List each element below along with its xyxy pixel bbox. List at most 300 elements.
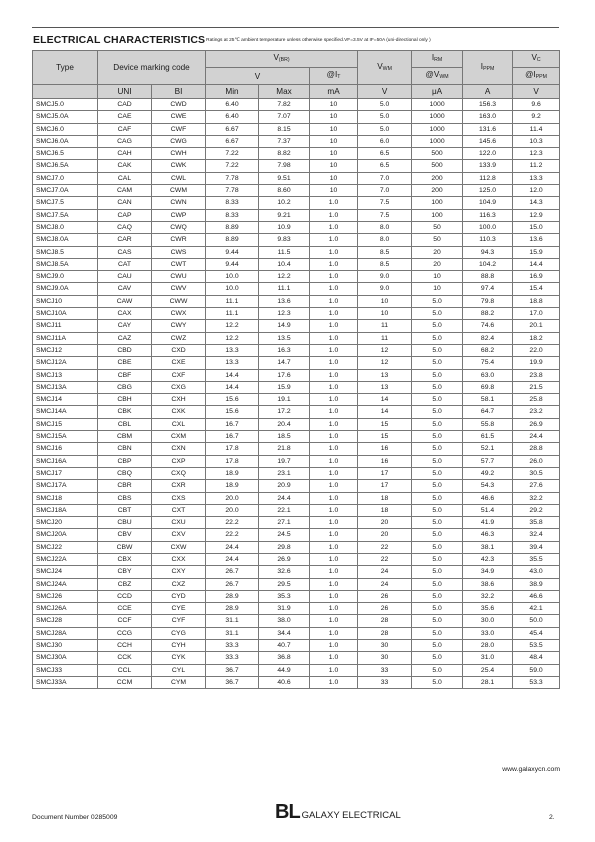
cell-bi: CXY (152, 566, 206, 578)
table-row (33, 492, 560, 504)
cell-type: SMCJ6.5A (33, 160, 98, 172)
table-row (33, 185, 560, 197)
table-row (33, 652, 560, 664)
cell-vbr-max: 29.8 (259, 541, 310, 553)
cell-it: 1.0 (310, 553, 358, 565)
cell-it: 1.0 (310, 308, 358, 320)
cell-it: 1.0 (310, 418, 358, 430)
cell-irm: 5.0 (412, 308, 463, 320)
cell-vbr-min: 9.44 (206, 258, 259, 270)
cell-vwm: 6.5 (358, 148, 412, 160)
cell-vbr-max: 15.9 (259, 381, 310, 393)
cell-vbr-max: 21.8 (259, 443, 310, 455)
cell-bi: CXX (152, 553, 206, 565)
cell-irm: 5.0 (412, 295, 463, 307)
header-min: Min (206, 85, 259, 99)
cell-vc: 38.9 (513, 578, 560, 590)
cell-bi: CWH (152, 148, 206, 160)
cell-bi: CXG (152, 381, 206, 393)
cell-type: SMCJ17 (33, 467, 98, 479)
cell-type: SMCJ5.0 (33, 99, 98, 111)
cell-vwm: 8.5 (358, 246, 412, 258)
cell-irm: 1000 (412, 99, 463, 111)
cell-vwm: 22 (358, 541, 412, 553)
cell-vbr-max: 17.6 (259, 369, 310, 381)
cell-vbr-min: 6.67 (206, 135, 259, 147)
header-irm: $I_{RM}$ (412, 51, 463, 68)
cell-vbr-min: 33.3 (206, 640, 259, 652)
cell-it: 10 (310, 185, 358, 197)
cell-ippm: 52.1 (463, 443, 513, 455)
cell-vbr-min: 12.2 (206, 320, 259, 332)
cell-vwm: 8.5 (358, 258, 412, 270)
cell-vbr-min: 33.3 (206, 652, 259, 664)
cell-vc: 11.4 (513, 123, 560, 135)
cell-vc: 10.3 (513, 135, 560, 147)
cell-uni: CAX (98, 308, 152, 320)
cell-irm: 200 (412, 185, 463, 197)
cell-vbr-max: 8.82 (259, 148, 310, 160)
cell-it: 10 (310, 123, 358, 135)
cell-vbr-max: 40.6 (259, 676, 310, 688)
cell-vc: 28.8 (513, 443, 560, 455)
cell-uni: CAU (98, 271, 152, 283)
cell-uni: CAE (98, 111, 152, 123)
cell-type: SMCJ8.5 (33, 246, 98, 258)
cell-ippm: 25.4 (463, 664, 513, 676)
cell-ippm: 122.0 (463, 148, 513, 160)
cell-uni: CBH (98, 394, 152, 406)
cell-it: 1.0 (310, 271, 358, 283)
cell-bi: CXW (152, 541, 206, 553)
cell-it: 1.0 (310, 640, 358, 652)
cell-ippm: 75.4 (463, 357, 513, 369)
cell-vbr-min: 16.7 (206, 418, 259, 430)
cell-vbr-min: 15.6 (206, 406, 259, 418)
cell-bi: CXP (152, 455, 206, 467)
cell-vc: 53.3 (513, 676, 560, 688)
cell-bi: CYL (152, 664, 206, 676)
header-max: Max (259, 85, 310, 99)
cell-ippm: 100.0 (463, 221, 513, 233)
cell-vc: 23.2 (513, 406, 560, 418)
table-row (33, 590, 560, 602)
cell-vbr-min: 8.33 (206, 209, 259, 221)
cell-vwm: 16 (358, 455, 412, 467)
cell-vbr-min: 8.33 (206, 197, 259, 209)
cell-it: 1.0 (310, 406, 358, 418)
cell-irm: 100 (412, 209, 463, 221)
header-ippm: $I_{PPM}$ (463, 51, 513, 85)
cell-irm: 5.0 (412, 615, 463, 627)
table-row (33, 271, 560, 283)
brand-bl: BL (275, 801, 300, 823)
cell-vbr-min: 16.7 (206, 431, 259, 443)
cell-vbr-min: 7.78 (206, 172, 259, 184)
cell-type: SMCJ22A (33, 553, 98, 565)
cell-vbr-max: 38.0 (259, 615, 310, 627)
cell-vc: 43.0 (513, 566, 560, 578)
header-type: Type (33, 51, 98, 85)
table-row (33, 344, 560, 356)
cell-vbr-min: 20.0 (206, 504, 259, 516)
cell-type: SMCJ15 (33, 418, 98, 430)
cell-irm: 1000 (412, 123, 463, 135)
cell-uni: CAN (98, 197, 152, 209)
cell-vc: 15.9 (513, 246, 560, 258)
cell-type: SMCJ6.0 (33, 123, 98, 135)
cell-vbr-min: 28.9 (206, 590, 259, 602)
cell-vc: 26.9 (513, 418, 560, 430)
cell-uni: CCF (98, 615, 152, 627)
cell-irm: 5.0 (412, 517, 463, 529)
cell-it: 1.0 (310, 664, 358, 676)
cell-vwm: 16 (358, 443, 412, 455)
table-row (33, 603, 560, 615)
cell-vc: 53.5 (513, 640, 560, 652)
cell-it: 1.0 (310, 394, 358, 406)
header-vbr-unit: V (206, 68, 310, 85)
cell-vc: 42.1 (513, 603, 560, 615)
cell-vbr-min: 24.4 (206, 553, 259, 565)
cell-bi: CWY (152, 320, 206, 332)
cell-vbr-min: 26.7 (206, 578, 259, 590)
cell-vbr-min: 28.9 (206, 603, 259, 615)
cell-vbr-min: 31.1 (206, 627, 259, 639)
cell-vbr-max: 9.51 (259, 172, 310, 184)
cell-vwm: 7.0 (358, 185, 412, 197)
cell-ippm: 46.6 (463, 492, 513, 504)
cell-it: 10 (310, 111, 358, 123)
cell-ippm: 74.6 (463, 320, 513, 332)
cell-vc: 13.6 (513, 234, 560, 246)
cell-vwm: 14 (358, 406, 412, 418)
cell-bi: CYG (152, 627, 206, 639)
cell-it: 10 (310, 99, 358, 111)
cell-irm: 5.0 (412, 541, 463, 553)
cell-uni: CBV (98, 529, 152, 541)
cell-type: SMCJ13 (33, 369, 98, 381)
cell-uni: CBP (98, 455, 152, 467)
cell-vbr-max: 20.4 (259, 418, 310, 430)
cell-type: SMCJ8.0A (33, 234, 98, 246)
cell-bi: CXT (152, 504, 206, 516)
cell-type: SMCJ28 (33, 615, 98, 627)
header-vc: $V_C$ (513, 51, 560, 68)
cell-bi: CXE (152, 357, 206, 369)
cell-vbr-min: 7.22 (206, 148, 259, 160)
cell-ippm: 38.6 (463, 578, 513, 590)
table-row (33, 676, 560, 688)
cell-type: SMCJ6.0A (33, 135, 98, 147)
cell-vbr-min: 36.7 (206, 676, 259, 688)
cell-ippm: 38.1 (463, 541, 513, 553)
cell-uni: CAT (98, 258, 152, 270)
cell-it: 1.0 (310, 431, 358, 443)
table-row (33, 627, 560, 639)
table-row (33, 295, 560, 307)
cell-vc: 14.3 (513, 197, 560, 209)
cell-vwm: 26 (358, 603, 412, 615)
cell-ippm: 55.8 (463, 418, 513, 430)
cell-uni: CAK (98, 160, 152, 172)
cell-irm: 5.0 (412, 455, 463, 467)
cell-vbr-max: 9.21 (259, 209, 310, 221)
cell-it: 1.0 (310, 357, 358, 369)
cell-irm: 500 (412, 160, 463, 172)
cell-vwm: 30 (358, 652, 412, 664)
cell-irm: 5.0 (412, 344, 463, 356)
table-row (33, 160, 560, 172)
cell-it: 1.0 (310, 529, 358, 541)
cell-vbr-max: 12.2 (259, 271, 310, 283)
cell-uni: CCK (98, 652, 152, 664)
cell-uni: CAL (98, 172, 152, 184)
cell-ippm: 30.0 (463, 615, 513, 627)
cell-bi: CWV (152, 283, 206, 295)
cell-it: 1.0 (310, 197, 358, 209)
cell-uni: CAW (98, 295, 152, 307)
table-row (33, 394, 560, 406)
cell-vbr-min: 36.7 (206, 664, 259, 676)
header-vwm: $V_{WM}$ (358, 51, 412, 85)
cell-type: SMCJ8.0 (33, 221, 98, 233)
table-row (33, 246, 560, 258)
cell-type: SMCJ16A (33, 455, 98, 467)
cell-bi: CYK (152, 652, 206, 664)
cell-irm: 10 (412, 271, 463, 283)
cell-vwm: 22 (358, 553, 412, 565)
cell-ippm: 42.3 (463, 553, 513, 565)
cell-uni: CAH (98, 148, 152, 160)
cell-vbr-min: 17.8 (206, 443, 259, 455)
cell-uni: CAY (98, 320, 152, 332)
document-number: Document Number 0285009 (32, 814, 118, 821)
cell-type: SMCJ8.5A (33, 258, 98, 270)
cell-type: SMCJ30A (33, 652, 98, 664)
cell-vwm: 8.0 (358, 221, 412, 233)
cell-irm: 5.0 (412, 566, 463, 578)
cell-irm: 5.0 (412, 467, 463, 479)
cell-vwm: 7.0 (358, 172, 412, 184)
cell-type: SMCJ7.5A (33, 209, 98, 221)
cell-irm: 10 (412, 283, 463, 295)
table-row (33, 123, 560, 135)
cell-vwm: 33 (358, 676, 412, 688)
cell-uni: CBW (98, 541, 152, 553)
cell-type: SMCJ30 (33, 640, 98, 652)
cell-vbr-min: 22.2 (206, 529, 259, 541)
cell-vwm: 10 (358, 295, 412, 307)
cell-vbr-max: 34.4 (259, 627, 310, 639)
cell-bi: CYD (152, 590, 206, 602)
cell-it: 1.0 (310, 652, 358, 664)
cell-vbr-max: 8.15 (259, 123, 310, 135)
cell-ippm: 88.2 (463, 308, 513, 320)
cell-vwm: 24 (358, 578, 412, 590)
cell-vc: 29.2 (513, 504, 560, 516)
table-row (33, 553, 560, 565)
cell-bi: CYE (152, 603, 206, 615)
cell-ippm: 104.9 (463, 197, 513, 209)
cell-type: SMCJ6.5 (33, 148, 98, 160)
cell-bi: CXM (152, 431, 206, 443)
cell-vc: 45.4 (513, 627, 560, 639)
cell-type: SMCJ12 (33, 344, 98, 356)
cell-ippm: 112.8 (463, 172, 513, 184)
cell-ippm: 145.6 (463, 135, 513, 147)
cell-vbr-max: 14.7 (259, 357, 310, 369)
header-a: A (463, 85, 513, 99)
cell-vbr-max: 19.1 (259, 394, 310, 406)
cell-vwm: 33 (358, 664, 412, 676)
cell-uni: CAD (98, 99, 152, 111)
cell-vc: 11.2 (513, 160, 560, 172)
cell-irm: 5.0 (412, 418, 463, 430)
cell-vbr-min: 6.40 (206, 111, 259, 123)
cell-type: SMCJ22 (33, 541, 98, 553)
cell-irm: 5.0 (412, 406, 463, 418)
cell-ippm: 156.3 (463, 99, 513, 111)
cell-vc: 50.0 (513, 615, 560, 627)
cell-vbr-min: 9.44 (206, 246, 259, 258)
cell-irm: 5.0 (412, 492, 463, 504)
header-irm-at-vwm: $@V_{WM}$ (412, 68, 463, 85)
cell-vbr-min: 11.1 (206, 308, 259, 320)
cell-bi: CXF (152, 369, 206, 381)
cell-type: SMCJ20A (33, 529, 98, 541)
table-body (33, 99, 560, 689)
cell-vwm: 28 (358, 627, 412, 639)
header-v2: V (513, 85, 560, 99)
cell-vc: 9.2 (513, 111, 560, 123)
cell-vc: 30.5 (513, 467, 560, 479)
cell-type: SMCJ9.0 (33, 271, 98, 283)
cell-bi: CWG (152, 135, 206, 147)
cell-ippm: 82.4 (463, 332, 513, 344)
cell-bi: CWK (152, 160, 206, 172)
cell-it: 1.0 (310, 615, 358, 627)
cell-irm: 50 (412, 221, 463, 233)
cell-uni: CAV (98, 283, 152, 295)
cell-irm: 5.0 (412, 480, 463, 492)
cell-vwm: 8.0 (358, 234, 412, 246)
cell-vwm: 18 (358, 492, 412, 504)
section-header (33, 30, 560, 44)
cell-bi: CWW (152, 295, 206, 307)
website-url: www.galaxycn.com (502, 766, 560, 773)
cell-bi: CWT (152, 258, 206, 270)
cell-ippm: 97.4 (463, 283, 513, 295)
cell-uni: CAP (98, 209, 152, 221)
cell-vbr-max: 13.6 (259, 295, 310, 307)
cell-ippm: 61.5 (463, 431, 513, 443)
cell-uni: CBF (98, 369, 152, 381)
cell-ippm: 63.0 (463, 369, 513, 381)
cell-vwm: 17 (358, 467, 412, 479)
cell-uni: CAM (98, 185, 152, 197)
cell-vbr-min: 15.6 (206, 394, 259, 406)
cell-type: SMCJ13A (33, 381, 98, 393)
cell-vc: 12.9 (513, 209, 560, 221)
cell-vc: 48.4 (513, 652, 560, 664)
cell-ippm: 94.3 (463, 246, 513, 258)
cell-vbr-min: 18.9 (206, 480, 259, 492)
electrical-characteristics-table (32, 50, 560, 689)
cell-type: SMCJ11A (33, 332, 98, 344)
cell-vwm: 15 (358, 418, 412, 430)
cell-uni: CBQ (98, 467, 152, 479)
cell-vwm: 17 (358, 480, 412, 492)
cell-vwm: 18 (358, 504, 412, 516)
top-rule (32, 27, 559, 28)
cell-vwm: 9.0 (358, 271, 412, 283)
cell-vc: 32.2 (513, 492, 560, 504)
cell-bi: CXU (152, 517, 206, 529)
cell-vc: 12.3 (513, 148, 560, 160)
cell-ippm: 133.9 (463, 160, 513, 172)
cell-ippm: 46.3 (463, 529, 513, 541)
cell-vbr-min: 8.89 (206, 221, 259, 233)
cell-vwm: 14 (358, 394, 412, 406)
cell-it: 1.0 (310, 320, 358, 332)
cell-type: SMCJ33 (33, 664, 98, 676)
cell-vbr-max: 32.6 (259, 566, 310, 578)
cell-vc: 18.2 (513, 332, 560, 344)
cell-ippm: 163.0 (463, 111, 513, 123)
cell-uni: CAR (98, 234, 152, 246)
cell-vbr-min: 20.0 (206, 492, 259, 504)
cell-bi: CWZ (152, 332, 206, 344)
cell-irm: 20 (412, 258, 463, 270)
cell-vbr-min: 6.40 (206, 99, 259, 111)
cell-type: SMCJ28A (33, 627, 98, 639)
cell-ippm: 88.8 (463, 271, 513, 283)
table-row (33, 529, 560, 541)
cell-vbr-max: 7.07 (259, 111, 310, 123)
cell-it: 1.0 (310, 603, 358, 615)
cell-irm: 1000 (412, 135, 463, 147)
cell-type: SMCJ15A (33, 431, 98, 443)
cell-irm: 5.0 (412, 394, 463, 406)
cell-ippm: 131.6 (463, 123, 513, 135)
cell-irm: 5.0 (412, 664, 463, 676)
cell-ippm: 104.2 (463, 258, 513, 270)
brand-name: GALAXY ELECTRICAL (301, 810, 401, 821)
cell-vbr-min: 10.0 (206, 271, 259, 283)
cell-ippm: 31.0 (463, 652, 513, 664)
cell-ippm: 28.0 (463, 640, 513, 652)
cell-vc: 32.4 (513, 529, 560, 541)
cell-vwm: 24 (358, 566, 412, 578)
cell-vc: 35.8 (513, 517, 560, 529)
cell-ippm: 54.3 (463, 480, 513, 492)
cell-vbr-max: 27.1 (259, 517, 310, 529)
cell-vc: 20.1 (513, 320, 560, 332)
cell-uni: CAQ (98, 221, 152, 233)
cell-vbr-min: 14.4 (206, 381, 259, 393)
cell-it: 1.0 (310, 209, 358, 221)
cell-bi: CXZ (152, 578, 206, 590)
header-uni: UNI (98, 85, 152, 99)
cell-irm: 5.0 (412, 357, 463, 369)
cell-vbr-max: 29.5 (259, 578, 310, 590)
cell-uni: CBY (98, 566, 152, 578)
cell-uni: CAF (98, 123, 152, 135)
table-row (33, 431, 560, 443)
cell-it: 1.0 (310, 234, 358, 246)
cell-type: SMCJ26 (33, 590, 98, 602)
